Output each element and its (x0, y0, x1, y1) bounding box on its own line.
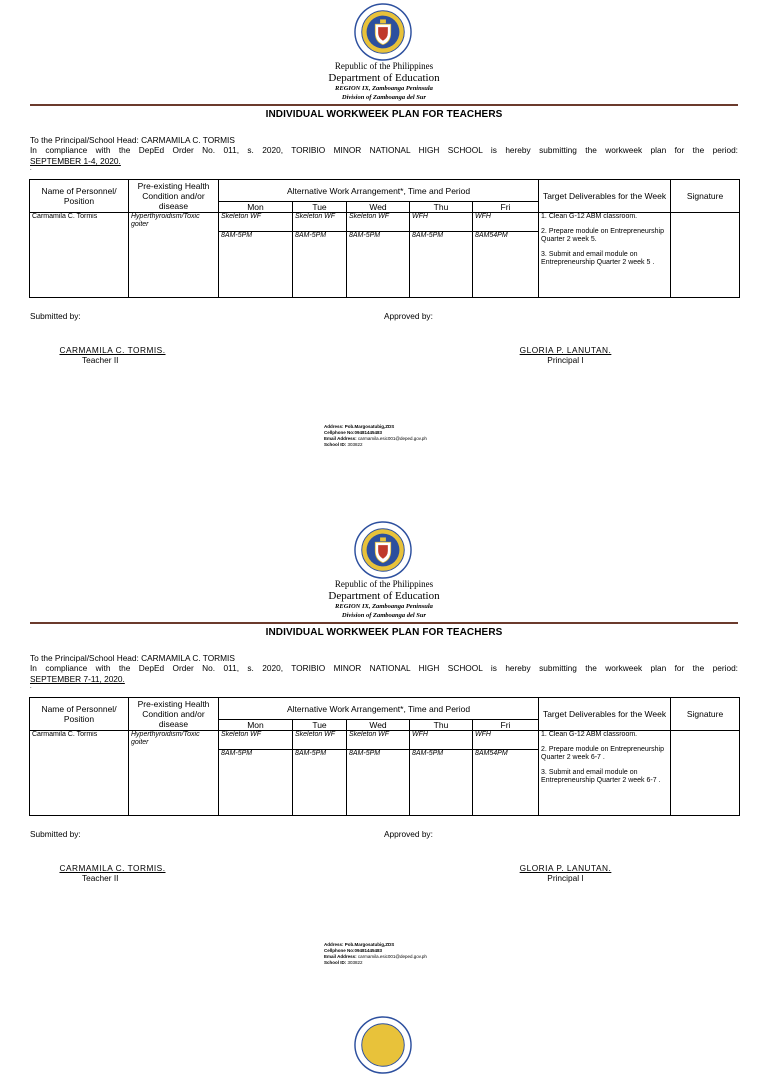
deped-seal-icon (354, 1016, 412, 1074)
division-header: Division of Zamboanga del Sur (341, 612, 427, 619)
col-header-signature: Signature (671, 698, 740, 731)
time-fri: 8AM54PM (473, 232, 539, 298)
day-header-mon: Mon (219, 202, 293, 213)
department-header: Department of Education (328, 72, 440, 84)
school-id-label: School ID: (324, 960, 347, 965)
health-condition: Hyperthyroidism/Toxic goiter (129, 731, 219, 816)
col-header-name: Name of Personnel/ Position (30, 698, 129, 731)
personnel-name: Carmamila C. Tormis (30, 213, 129, 298)
principal-name: GLORIA P. LANUTAN. (519, 863, 612, 873)
arrangement-mon: Skeleton WF (219, 731, 293, 750)
deliverable-item: 3. Submit and email module on Entrepreneurship Quarter 2 week 6-7 . (541, 769, 661, 784)
address-value: Pob.Margosatubig,ZDS (344, 942, 395, 947)
day-header-tue: Tue (293, 202, 347, 213)
deliverable-item: 1. Clean G-12 ABM classroom. (541, 731, 638, 738)
principal-name: GLORIA P. LANUTAN. (519, 345, 612, 355)
email-label: Email Address: (324, 954, 357, 959)
department-header: Department of Education (328, 590, 440, 602)
day-header-wed: Wed (347, 720, 410, 731)
signature-cell (671, 731, 740, 816)
deliverables-cell (539, 213, 671, 298)
deliverable-item: 2. Prepare module on Entrepreneurship Quarter 2 week 6-7 . (541, 746, 664, 761)
day-header-fri: Fri (473, 720, 539, 731)
principal-title: Principal I (547, 355, 584, 365)
address-label: Address: (324, 424, 344, 429)
cellphone-label: Cellphone No: (324, 430, 355, 435)
principal-title: Principal I (547, 873, 584, 883)
arrangement-tue: Skeleton WF (293, 213, 347, 232)
deliverable-item: 3. Submit and email module on Entrepreneurship Quarter 2 week 5 . (541, 251, 655, 266)
arrangement-thu: WFH (410, 731, 473, 750)
time-tue: 8AM-5PM (293, 232, 347, 298)
address-label: Address: (324, 942, 344, 947)
addressee-line: To the Principal/School Head: CARMAMILA C. TORMIS (30, 653, 235, 663)
time-wed: 8AM-5PM (347, 232, 410, 298)
time-fri: 8AM54PM (473, 750, 539, 816)
approved-by-label: Approved by: (384, 311, 433, 321)
compliance-statement: In compliance with the DepEd Order No. 011, s. 2020, TORIBIO MINOR NATIONAL HIGH SCHOOL is hereby submitting the workweek plan for the period: (30, 145, 738, 155)
col-header-deliverables: Target Deliverables for the Week (539, 180, 671, 213)
col-header-name: Name of Personnel/ Position (30, 180, 129, 213)
republic-header: Republic of the Philippines (334, 579, 434, 589)
period-text: SEPTEMBER 7-11, 2020. (30, 674, 125, 684)
time-wed: 8AM-5PM (347, 750, 410, 816)
region-header: REGION IX, Zamboanga Peninsula (335, 85, 433, 92)
school-id-value: 303822 (347, 960, 363, 965)
arrangement-thu: WFH (410, 213, 473, 232)
day-header-wed: Wed (347, 202, 410, 213)
col-header-health: Pre-existing Health Condition and/or disease (129, 180, 219, 213)
email-value: carmamila.esic001@deped.gov.ph (357, 436, 427, 441)
teacher-name: CARMAMILA C. TORMIS. (59, 345, 166, 355)
document-title: INDIVIDUAL WORKWEEK PLAN FOR TEACHERS (265, 109, 503, 120)
email-label: Email Address: (324, 436, 357, 441)
arrangement-mon: Skeleton WF (219, 213, 293, 232)
health-condition: Hyperthyroidism/Toxic goiter (129, 213, 219, 298)
workweek-table (29, 697, 740, 816)
cellphone-value: 09481445483 (354, 430, 383, 435)
day-header-fri: Fri (473, 202, 539, 213)
day-header-tue: Tue (293, 720, 347, 731)
time-mon: 8AM-5PM (219, 232, 293, 298)
teacher-signatory (55, 863, 170, 883)
deliverable-item: 2. Prepare module on Entrepreneurship Quarter 2 week 5. (541, 228, 664, 243)
teacher-title: Teacher II (82, 873, 119, 883)
submitted-by-label: Submitted by: (30, 311, 81, 321)
submitted-by-label: Submitted by: (30, 829, 81, 839)
time-mon: 8AM-5PM (219, 750, 293, 816)
teacher-signatory (55, 345, 170, 365)
col-header-signature: Signature (671, 180, 740, 213)
arrangement-wed: Skeleton WF (347, 213, 410, 232)
deped-seal-icon (354, 521, 412, 579)
header-divider (30, 104, 738, 106)
deped-seal-icon (354, 3, 412, 61)
signature-cell (671, 213, 740, 298)
col-header-deliverables: Target Deliverables for the Week (539, 698, 671, 731)
time-tue: 8AM-5PM (293, 750, 347, 816)
school-id-label: School ID: (324, 442, 347, 447)
school-id-value: 303822 (347, 442, 363, 447)
compliance-statement: In compliance with the DepEd Order No. 011, s. 2020, TORIBIO MINOR NATIONAL HIGH SCHOOL is hereby submitting the workweek plan for the period: (30, 663, 738, 673)
republic-header: Republic of the Philippines (334, 61, 434, 71)
workweek-plan-page (0, 0, 768, 510)
arrangement-fri: WFH (473, 213, 539, 232)
personnel-name: Carmamila C. Tormis (30, 731, 129, 816)
day-header-mon: Mon (219, 720, 293, 731)
cellphone-value: 09481445483 (354, 948, 383, 953)
division-header: Division of Zamboanga del Sur (341, 94, 427, 101)
region-header: REGION IX, Zamboanga Peninsula (335, 603, 433, 610)
arrangement-tue: Skeleton WF (293, 731, 347, 750)
cellphone-label: Cellphone No: (324, 948, 355, 953)
principal-signatory (508, 863, 623, 883)
period-text: SEPTEMBER 1-4, 2020. (30, 156, 121, 166)
arrangement-wed: Skeleton WF (347, 731, 410, 750)
approved-by-label: Approved by: (384, 829, 433, 839)
principal-signatory (508, 345, 623, 365)
footer-contact (324, 424, 427, 448)
col-header-awa: Alternative Work Arrangement*, Time and Period (219, 180, 539, 202)
time-thu: 8AM-5PM (410, 232, 473, 298)
footer-contact (324, 942, 427, 966)
arrangement-fri: WFH (473, 731, 539, 750)
workweek-table (29, 179, 740, 298)
col-header-health: Pre-existing Health Condition and/or disease (129, 698, 219, 731)
deliverable-item: 1. Clean G-12 ABM classroom. (541, 213, 638, 220)
header-divider (30, 622, 738, 624)
teacher-title: Teacher II (82, 355, 119, 365)
day-header-thu: Thu (410, 202, 473, 213)
col-header-awa: Alternative Work Arrangement*, Time and Period (219, 698, 539, 720)
dot-mark: . (30, 684, 32, 690)
email-value: carmamila.esic001@deped.gov.ph (357, 954, 427, 959)
addressee-line: To the Principal/School Head: CARMAMILA C. TORMIS (30, 135, 235, 145)
teacher-name: CARMAMILA C. TORMIS. (59, 863, 166, 873)
time-thu: 8AM-5PM (410, 750, 473, 816)
deliverables-cell (539, 731, 671, 816)
dot-mark: . (30, 166, 32, 172)
address-value: Pob.Margosatubig,ZDS (344, 424, 395, 429)
workweek-plan-page (0, 518, 768, 1028)
day-header-thu: Thu (410, 720, 473, 731)
document-title: INDIVIDUAL WORKWEEK PLAN FOR TEACHERS (265, 627, 503, 638)
